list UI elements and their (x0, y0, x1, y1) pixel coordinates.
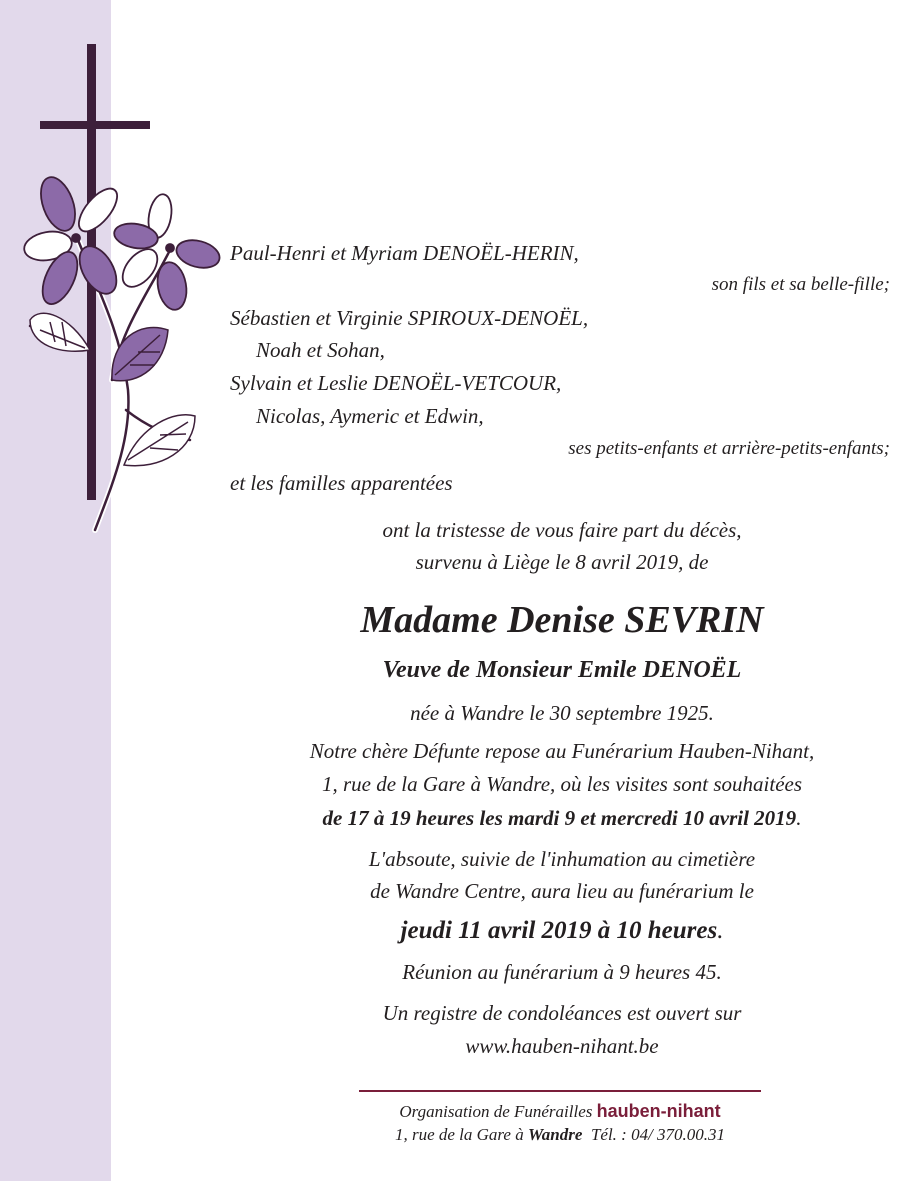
footer-org-prefix: Organisation de Funérailles (399, 1102, 593, 1121)
footer-rule (359, 1090, 761, 1092)
ceremony-line-1: L'absoute, suivie de l'inhumation au cimetière (368, 847, 756, 871)
condolences-line: Un registre de condoléances est ouvert sur (382, 1001, 742, 1025)
brand-logo: hauben-nihant (596, 1101, 721, 1121)
visitation-line-1: Notre chère Défunte repose au Funérarium Hauben-Nihant, (309, 739, 815, 763)
family-line-4: Noah et Sohan, (256, 338, 385, 362)
ceremony-date-text: jeudi 11 avril 2019 à 10 heures (400, 917, 718, 944)
meeting-line: Réunion au funérarium à 9 heures 45. (402, 960, 722, 984)
family-line-7: ses petits-enfants et arrière-petits-enfants; (568, 438, 890, 459)
family-line-5: Sylvain et Leslie DENOËL-VETCOUR, (230, 371, 562, 395)
condolences-url[interactable]: www.hauben-nihant.be (465, 1034, 659, 1058)
leaf-icon (124, 415, 195, 466)
leaf-icon (112, 327, 168, 380)
announcement-line-1: ont la tristesse de vous faire part du décès, (382, 518, 742, 542)
family-line-3: Sébastien et Virginie SPIROUX-DENOËL, (230, 306, 589, 330)
visitation-hours (232, 805, 892, 831)
footer-town: Wandre (527, 1125, 583, 1144)
widow-of: Veuve de Monsieur Emile DENOËL (382, 657, 742, 683)
visitation-hours-text: de 17 à 19 heures les mardi 9 et mercredi 10 avril 2019 (322, 806, 797, 830)
footer-address (359, 1124, 761, 1146)
ceremony-line-2: de Wandre Centre, aura lieu au funérarium le (370, 879, 754, 903)
ornament (0, 30, 240, 550)
ceremony-date-end: . (717, 917, 724, 944)
flower-icon (22, 173, 124, 310)
family-line-2: son fils et sa belle-fille; (711, 274, 890, 295)
family-line-8: et les familles apparentées (230, 471, 453, 495)
visitation-hours-end: . (796, 806, 802, 830)
visitation-line-2: 1, rue de la Gare à Wandre, où les visites sont souhaitées (321, 772, 803, 796)
family-line-1: Paul-Henri et Myriam DENOËL-HERIN, (230, 241, 579, 265)
deceased-name: Madame Denise SEVRIN (360, 599, 764, 641)
footer-phone: Tél. : 04/ 370.00.31 (590, 1125, 726, 1144)
ceremony-date (232, 916, 892, 946)
footer-org (359, 1100, 761, 1123)
birth-line: née à Wandre le 30 septembre 1925. (410, 701, 714, 725)
footer-address-prefix: 1, rue de la Gare à (394, 1125, 524, 1144)
announcement-line-2: survenu à Liège le 8 avril 2019, de (415, 550, 709, 574)
leaf-icon (30, 313, 90, 351)
family-line-6: Nicolas, Aymeric et Edwin, (256, 404, 484, 428)
